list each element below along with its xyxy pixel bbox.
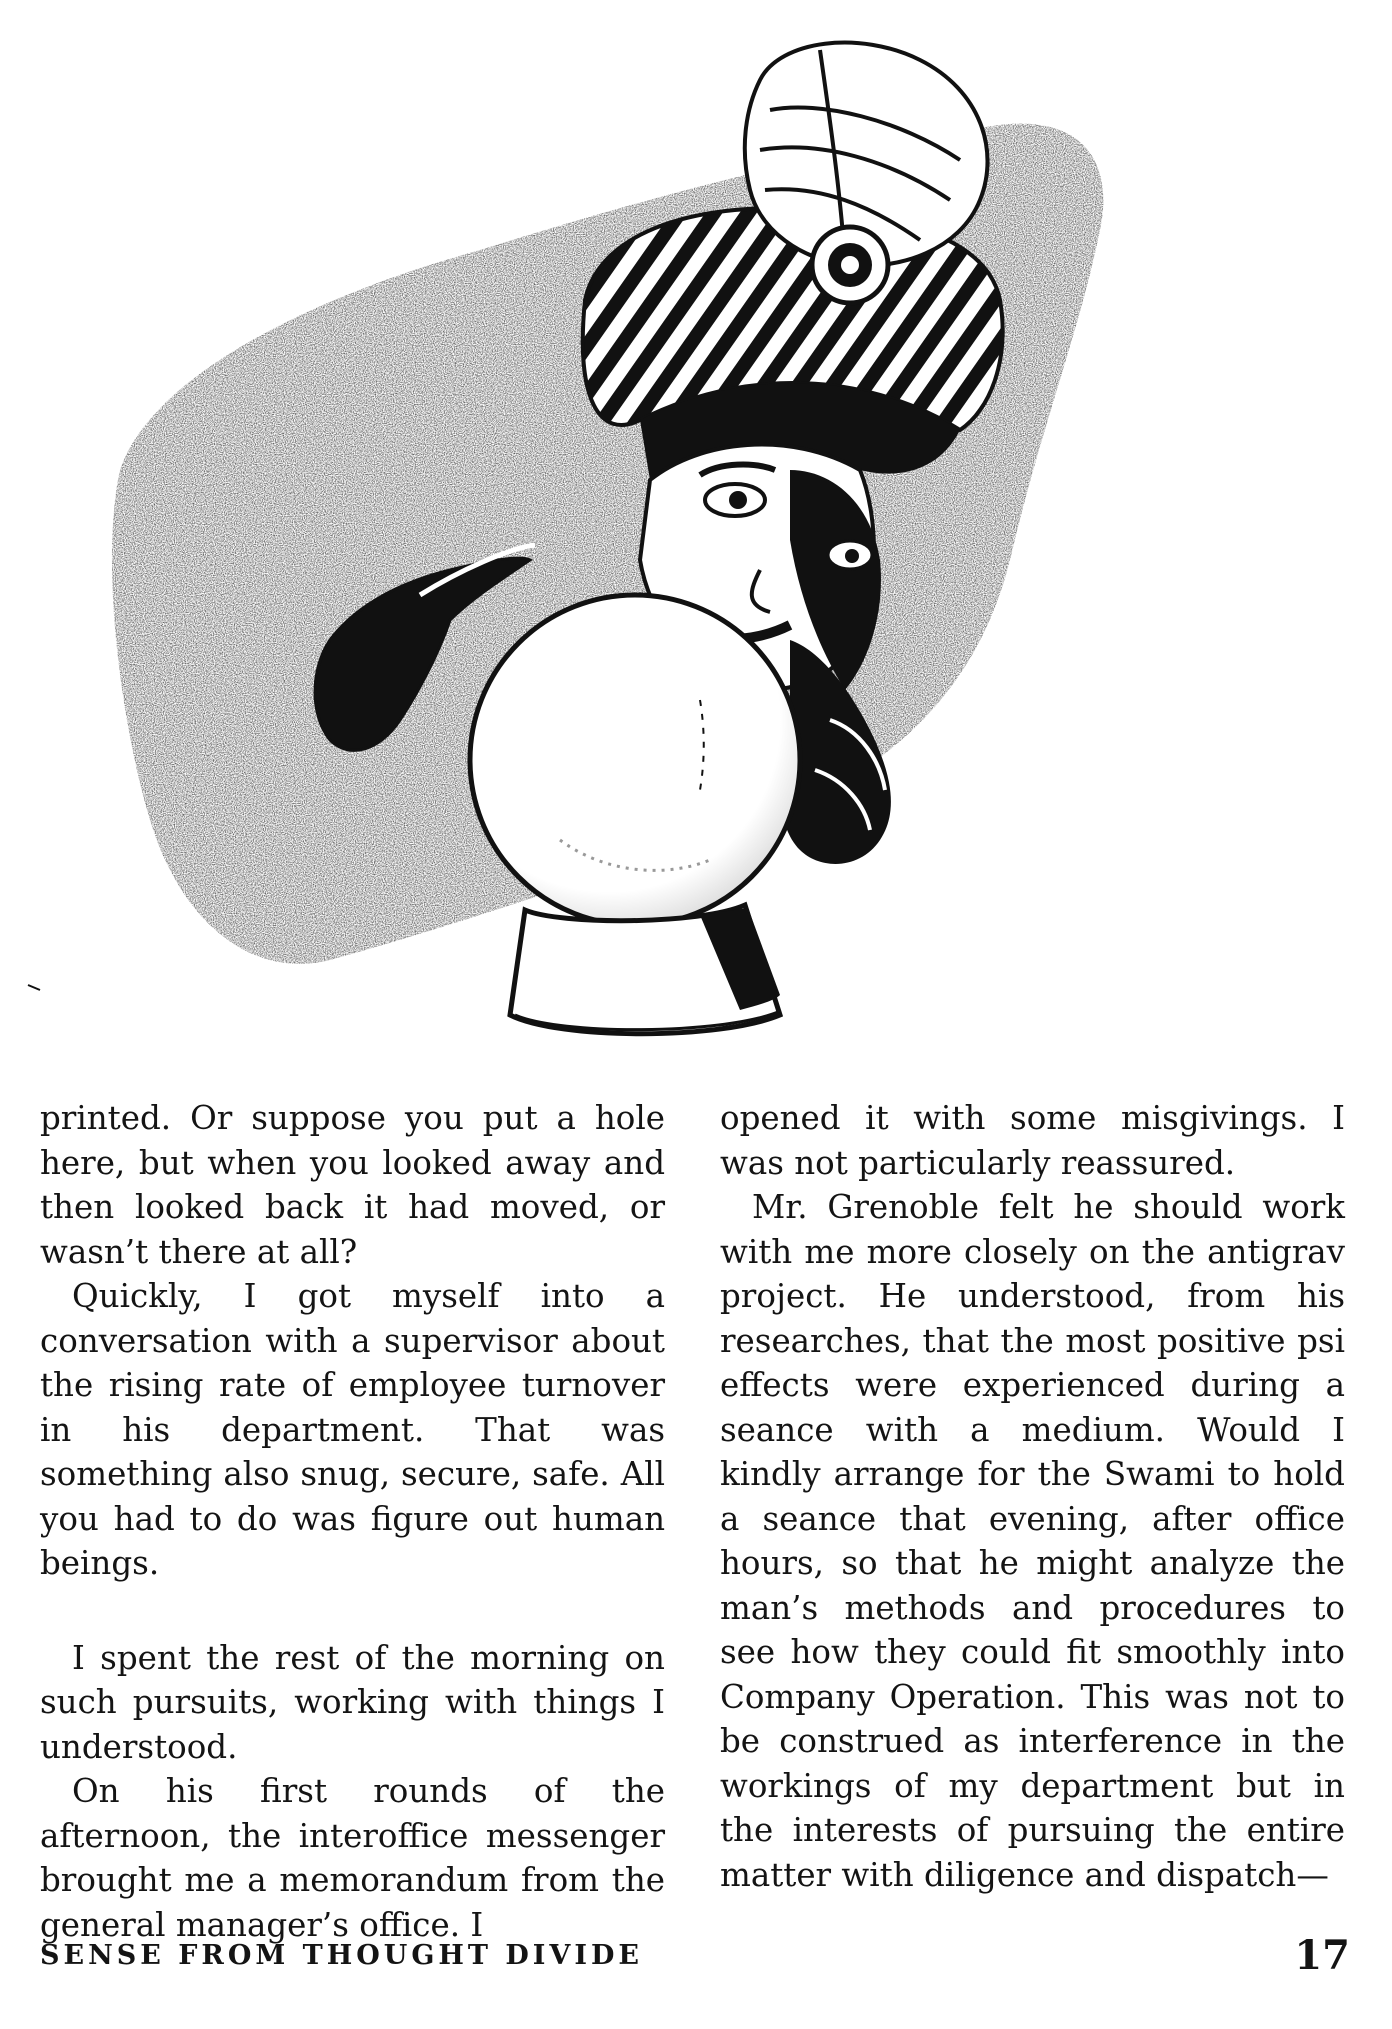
crystal-ball	[470, 595, 800, 925]
left-column	[40, 1096, 665, 1947]
paragraph: On his first rounds of the afternoon, the interoffice messenger brought me a memorandum from the general manager’s office. I	[40, 1772, 665, 1944]
paragraph: Mr. Grenoble felt he should work with me more closely on the antigrav project. He understood, from his researches, that the most positive psi effects were experienced during a seance with a medium. Would I kindly arrange for the Swami to hold a seance that evening, after office hours, so that he might analyze the man’s methods and procedures to see how they could fit smoothly into Company Operation. This was not to be construed as interference in the workings of my department but in the interests of pursuing the entire matter with diligence and dispatch—	[720, 1188, 1345, 1894]
running-head: SENSE FROM THOUGHT DIVIDE	[40, 1940, 643, 1971]
turban-jewel	[812, 227, 888, 303]
page-number: 17	[1294, 1932, 1350, 1979]
turban	[583, 208, 1003, 480]
right-column	[720, 1096, 1345, 1897]
page-footer	[40, 1932, 1350, 1990]
paragraph: printed. Or suppose you put a hole here, but when you looked away and then looked back it had moved, or wasn’t there at all?	[40, 1099, 665, 1271]
crystal-ball-stand	[510, 905, 780, 1034]
stray-mark	[28, 985, 40, 990]
paragraph: opened it with some misgivings. I was not particularly reassured.	[720, 1099, 1345, 1182]
paragraph: Quickly, I got myself into a conversation with a supervisor about the rising rate of employee turnover in his department. That was something also snug, secure, safe. All you had to do was figure out human beings.	[40, 1277, 665, 1582]
paragraph: I spent the rest of the morning on such pursuits, working with things I understood.	[40, 1638, 665, 1766]
